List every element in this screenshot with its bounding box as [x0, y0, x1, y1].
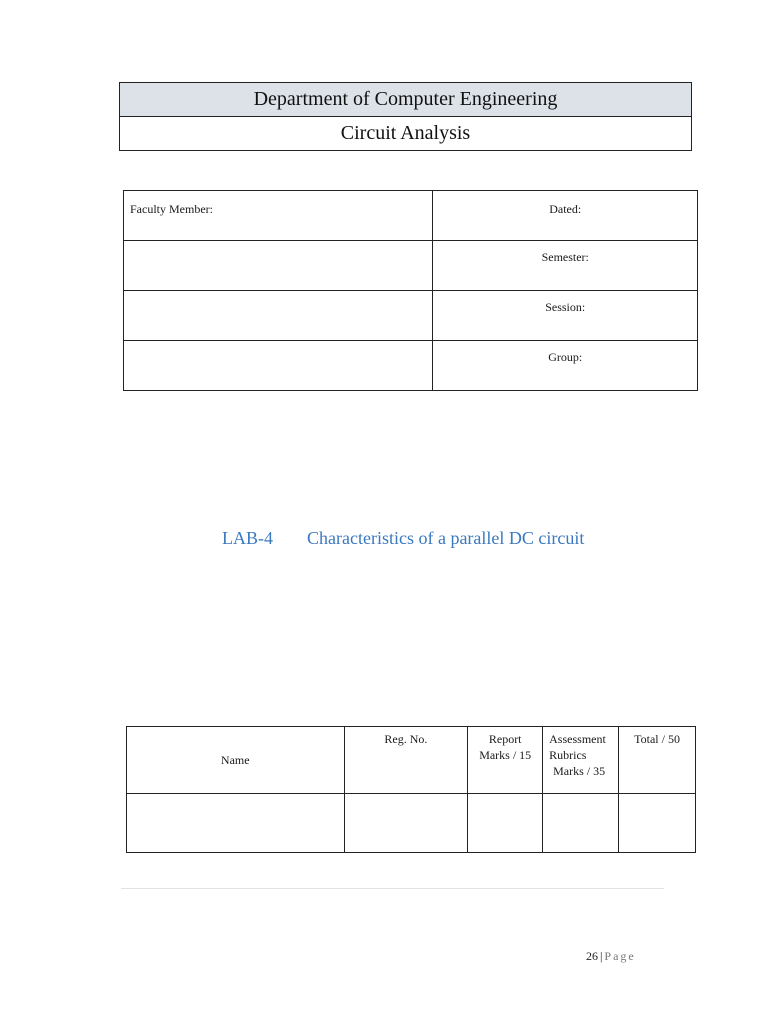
assess-header-line3: Marks / 35 — [553, 764, 606, 778]
semester-label: Semester: — [541, 250, 589, 264]
report-marks-cell — [468, 794, 543, 853]
faculty-member-cell — [124, 191, 433, 241]
report-header-line2: Marks / 15 — [479, 748, 532, 762]
report-header-line1: Report — [488, 732, 522, 746]
faculty-member-label: Faculty Member: — [130, 202, 213, 216]
name-cell — [127, 794, 345, 853]
reg-no-header-label: Reg. No. — [384, 732, 428, 746]
marks-table — [126, 726, 696, 853]
info-row — [124, 191, 698, 241]
info-empty-cell — [124, 241, 433, 291]
marks-header-row — [127, 727, 696, 794]
department-title: Department of Computer Engineering — [120, 83, 691, 117]
total-header — [619, 727, 696, 794]
page-word: Page — [604, 949, 636, 963]
header-box — [119, 82, 692, 151]
course-title: Circuit Analysis — [340, 122, 471, 144]
lab-heading — [222, 528, 584, 549]
group-label: Group: — [548, 350, 583, 364]
report-marks-header — [468, 727, 543, 794]
page-number-value: 26 — [586, 949, 598, 963]
dated-cell — [433, 191, 698, 241]
assess-header-line2: Rubrics — [549, 748, 587, 762]
info-table — [123, 190, 698, 391]
reg-no-header — [344, 727, 468, 794]
footer-divider — [121, 888, 664, 889]
total-header-label: Total / 50 — [634, 732, 680, 746]
info-empty-cell — [124, 341, 433, 391]
info-row — [124, 241, 698, 291]
assessment-marks-cell — [543, 794, 619, 853]
reg-no-cell — [344, 794, 468, 853]
dated-label: Dated: — [549, 202, 582, 216]
assess-header-line1: Assessment — [549, 732, 606, 746]
group-cell — [433, 341, 698, 391]
semester-cell — [433, 241, 698, 291]
page-number — [586, 949, 636, 964]
info-empty-cell — [124, 291, 433, 341]
info-row — [124, 291, 698, 341]
lab-number: LAB-4 — [222, 528, 273, 548]
page-separator: | — [600, 949, 603, 963]
total-cell — [619, 794, 696, 853]
session-label: Session: — [545, 300, 586, 314]
session-cell — [433, 291, 698, 341]
name-header-label: Name — [220, 753, 250, 767]
assessment-rubrics-header — [543, 727, 619, 794]
lab-title-text: Characteristics of a parallel DC circuit — [307, 528, 585, 548]
marks-entry-row — [127, 794, 696, 853]
info-row — [124, 341, 698, 391]
name-header — [127, 727, 345, 794]
